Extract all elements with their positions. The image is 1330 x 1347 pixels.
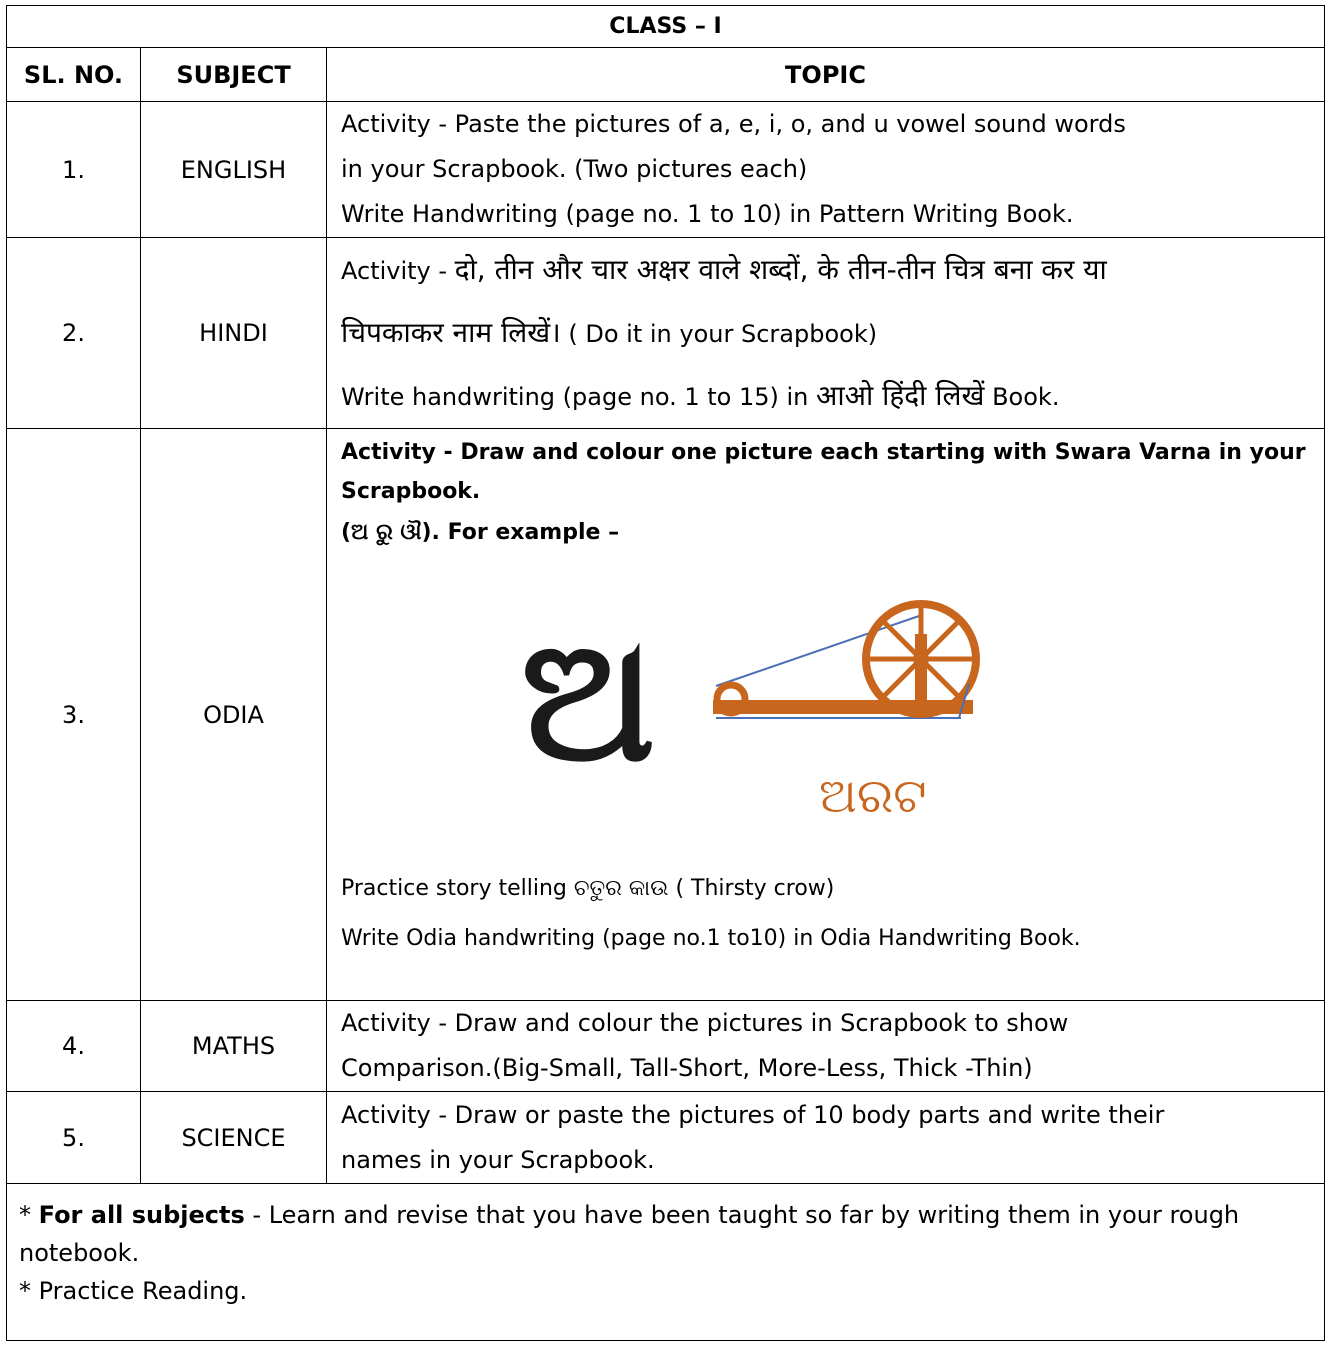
table-row [7, 1092, 1325, 1184]
topic-line: Write Odia handwriting (page no.1 to10) in Odia Handwriting Book. [341, 926, 1081, 951]
topic-line: (ଅ ରୁ ଔ). For example – [341, 520, 620, 545]
topic-line: Scrapbook. [341, 479, 481, 504]
footer-line [19, 1196, 1312, 1234]
topic-text: Activity - [341, 256, 455, 285]
topic-text: ( Do it in your Scrapbook) [560, 319, 878, 348]
class-title: CLASS – I [7, 6, 1325, 48]
row-subject: SCIENCE [141, 1092, 327, 1184]
row-topic [327, 1001, 1325, 1092]
hindi-text: दो, तीन और चार अक्षर वाले शब्दों, के तीन-तीन चित्र बना कर या [454, 252, 1107, 286]
bullet-star: * [19, 1201, 39, 1229]
odia-practice [341, 864, 1324, 964]
table-row [7, 102, 1325, 238]
topic-line: in your Scrapbook. (Two pictures each) [341, 155, 808, 183]
footer-note [7, 1184, 1325, 1341]
title-row [7, 6, 1325, 48]
header-topic: TOPIC [327, 48, 1325, 102]
spinning-wheel-icon [713, 604, 976, 718]
row-number: 4. [7, 1001, 141, 1092]
footer-row [7, 1184, 1325, 1341]
topic-line: names in your Scrapbook. [341, 1145, 655, 1174]
row-subject: ENGLISH [141, 102, 327, 238]
topic-line: Write Handwriting (page no. 1 to 10) in Pattern Writing Book. [341, 200, 1074, 228]
topic-line: Comparison.(Big-Small, Tall-Short, More-Less, Thick -Thin) [341, 1054, 1033, 1082]
topic-line: Activity - Draw and colour the pictures in Scrapbook to show [341, 1009, 1069, 1037]
header-sl-no: SL. NO. [7, 48, 141, 102]
footer-bold-label: For all subjects [38, 1201, 245, 1229]
row-number: 2. [7, 238, 141, 429]
odia-word-label: ଅରଟ [819, 768, 927, 824]
topic-line [341, 302, 1324, 365]
table-row [7, 238, 1325, 429]
row-number: 5. [7, 1092, 141, 1184]
table-row [7, 1001, 1325, 1092]
row-subject: ODIA [141, 429, 327, 1001]
topic-line: Activity - Paste the pictures of a, e, i, o, and u vowel sound words [341, 110, 1126, 138]
row-number: 1. [7, 102, 141, 238]
hindi-text: आओ हिंदी लिखें [816, 378, 985, 412]
table-row [7, 429, 1325, 1001]
footer-line: * Practice Reading. [19, 1277, 248, 1305]
row-number: 3. [7, 429, 141, 1001]
header-row [7, 48, 1325, 102]
row-subject: HINDI [141, 238, 327, 429]
topic-line: Activity - Draw and colour one picture each starting with Swara Varna in your [341, 440, 1306, 465]
example-figure [341, 574, 1324, 864]
row-topic [327, 238, 1325, 429]
row-subject: MATHS [141, 1001, 327, 1092]
hindi-text: चिपकाकर नाम लिखें। [341, 315, 561, 349]
topic-text: Write handwriting (page no. 1 to 15) in [341, 382, 816, 411]
topic-line: Activity - Draw or paste the pictures of 10 body parts and write their [341, 1100, 1165, 1129]
odia-activity [341, 433, 1324, 552]
homework-page [6, 5, 1324, 1342]
row-topic [327, 102, 1325, 238]
header-subject: SUBJECT [141, 48, 327, 102]
topic-line: Practice story telling ଚତୁର କାଉ ( Thirsty crow) [341, 876, 835, 901]
topic-line [341, 239, 1324, 302]
odia-letter-glyph: ଅ [521, 602, 656, 800]
footer-line: notebook. [19, 1239, 140, 1267]
row-topic [327, 1092, 1325, 1184]
row-topic [327, 429, 1325, 1001]
odia-example-illustration [341, 574, 1325, 864]
footer-text: - Learn and revise that you have been taught so far by writing them in your rough [244, 1201, 1240, 1229]
topic-text: Book. [984, 382, 1060, 411]
topic-line [341, 365, 1324, 428]
homework-table [6, 5, 1325, 1341]
